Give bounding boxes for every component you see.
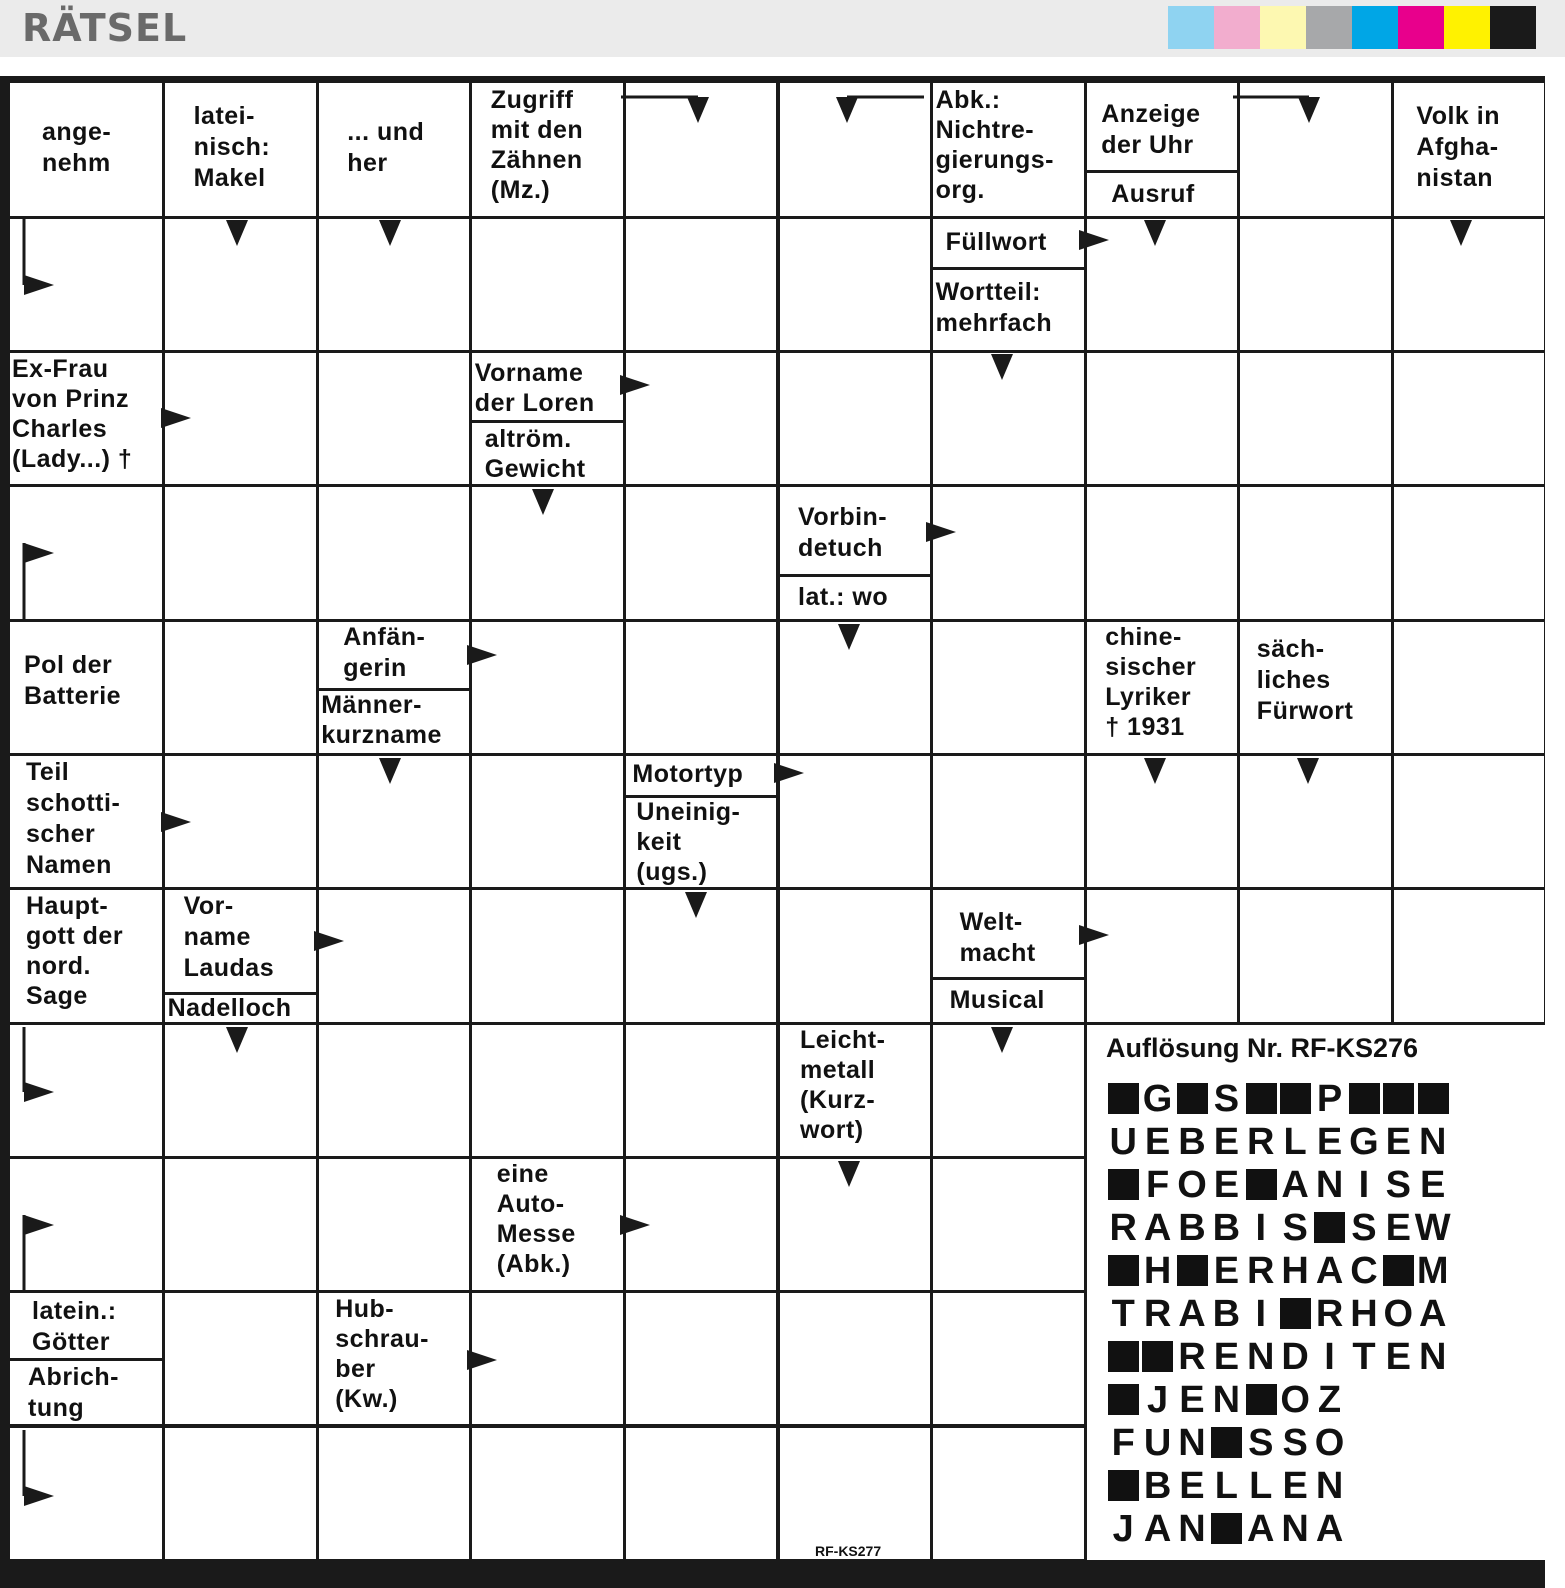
clue-abrichtung: Abrich- tung (28, 1362, 119, 1422)
solution-letter: N (1315, 1163, 1344, 1206)
solution-letter: U (1143, 1421, 1172, 1464)
solution-row (1106, 1122, 1450, 1162)
solution-letter: O (1280, 1378, 1310, 1421)
solution-block (1175, 1251, 1209, 1291)
corner-arrow-icon (24, 1215, 54, 1235)
clue-automesse: eine Auto- Messe (Abk.) (496, 1160, 576, 1279)
corner-arrow-icon (836, 97, 858, 123)
solution-letter: S (1282, 1421, 1308, 1464)
solution-letter: D (1281, 1335, 1309, 1378)
clue-motortyp: Motortyp (632, 759, 744, 788)
right-arrow-icon (161, 812, 191, 832)
clue-fuellwort: Füllwort (945, 228, 1047, 257)
down-arrow-icon (226, 220, 248, 246)
corner-arrow-icon (24, 1486, 54, 1506)
solution-block (1278, 1079, 1312, 1119)
solution-letter: N (1212, 1378, 1241, 1421)
corner-arrow-icon (24, 275, 54, 295)
right-arrow-icon (314, 931, 344, 951)
solution-block (1106, 1165, 1140, 1205)
solution-letter: L (1249, 1464, 1273, 1507)
solution-letter: N (1178, 1421, 1206, 1464)
right-arrow-icon (467, 645, 497, 665)
right-arrow-icon (1079, 230, 1109, 250)
solution-letter: A (1143, 1507, 1172, 1550)
corner-arrow-icon (687, 97, 709, 123)
clue-leichtmetall: Leicht- metall (Kurz- wort) (800, 1026, 886, 1145)
clue-weltmacht: Welt- macht (959, 907, 1036, 967)
corner-arrow-icon (24, 543, 54, 563)
solution-letter: L (1214, 1464, 1238, 1507)
clue-anfaengerin: Anfän- gerin (343, 623, 426, 683)
solution-block (1106, 1466, 1140, 1506)
solution-letter: G (1349, 1120, 1379, 1163)
solution-letter: S (1351, 1206, 1377, 1249)
solution-row (1106, 1509, 1347, 1549)
solution-block (1175, 1079, 1209, 1119)
clue-hubschrauber: Hub- schrau- ber (Kw.) (335, 1294, 429, 1413)
solution-letter: U (1109, 1120, 1137, 1163)
solution-letter: E (1179, 1464, 1205, 1507)
right-arrow-icon (926, 522, 956, 542)
solution-letter: S (1248, 1421, 1274, 1464)
solution-letter: E (1179, 1378, 1205, 1421)
solution-letter: F (1111, 1421, 1135, 1464)
solution-letter: A (1315, 1249, 1344, 1292)
solution-letter: T (1352, 1335, 1376, 1378)
solution-letter: E (1282, 1464, 1308, 1507)
solution-row (1106, 1079, 1450, 1119)
solution-letter: B (1212, 1292, 1241, 1335)
clue-gewicht: altröm. Gewicht (484, 424, 586, 483)
clue-musical: Musical (949, 985, 1045, 1014)
solution-letter: E (1385, 1206, 1411, 1249)
solution-letter: H (1281, 1249, 1309, 1292)
solution-letter: R (1247, 1249, 1275, 1292)
solution-letter: A (1315, 1507, 1344, 1550)
solution-letter: N (1247, 1335, 1275, 1378)
solution-letter: O (1314, 1421, 1345, 1464)
solution-letter: N (1178, 1507, 1206, 1550)
down-arrow-icon (1144, 758, 1166, 784)
solution-letter: A (1281, 1163, 1309, 1206)
clue-wortteil: Wortteil: mehrfach (935, 278, 1053, 338)
down-arrow-icon (379, 220, 401, 246)
solution-block (1416, 1079, 1450, 1119)
solution-letter: R (1247, 1120, 1275, 1163)
clue-anzeige: Anzeige der Uhr (1101, 100, 1201, 159)
solution-row (1106, 1165, 1450, 1205)
solution-letter: H (1143, 1249, 1172, 1292)
solution-letter: S (1282, 1206, 1308, 1249)
solution-letter: N (1281, 1507, 1309, 1550)
solution-block (1381, 1251, 1415, 1291)
clue-uneinigkeit: Uneinig- keit (ugs.) (636, 797, 741, 886)
solution-block (1106, 1380, 1140, 1420)
solution-block (1244, 1165, 1278, 1205)
solution-block (1209, 1509, 1243, 1549)
solution-block (1381, 1079, 1415, 1119)
clue-ausruf: Ausruf (1111, 180, 1195, 208)
solution-letter: O (1177, 1163, 1207, 1206)
clue-maennername: Männer- kurzname (321, 691, 442, 750)
solution-title: Auflösung Nr. RF-KS276 (1106, 1033, 1419, 1063)
clue-teil: Teil schotti- scher Namen (26, 757, 121, 879)
solution-letter: C (1350, 1249, 1378, 1292)
solution-letter: M (1416, 1249, 1449, 1292)
clue-hauptgott: Haupt- gott der nord. Sage (26, 891, 124, 1010)
solution-block (1106, 1079, 1140, 1119)
solution-row (1106, 1294, 1450, 1334)
clue-lyriker: chine- sischer Lyriker † 1931 (1105, 623, 1197, 742)
solution-letter: I (1255, 1206, 1267, 1249)
solution-letter: R (1315, 1292, 1344, 1335)
right-arrow-icon (161, 408, 191, 428)
solution-row (1106, 1380, 1347, 1420)
solution-letter: I (1324, 1335, 1335, 1378)
solution-row (1106, 1251, 1450, 1291)
solution-letter: E (1213, 1335, 1240, 1378)
solution-row (1106, 1208, 1450, 1248)
clue-volk: Volk in Afgha- nistan (1416, 102, 1500, 192)
clue-goetter: latein.: Götter (32, 1296, 117, 1356)
down-arrow-icon (991, 1027, 1013, 1053)
down-arrow-icon (532, 489, 554, 515)
solution-letter: S (1385, 1163, 1411, 1206)
down-arrow-icon (1144, 220, 1166, 246)
solution-block (1244, 1079, 1278, 1119)
solution-letter: T (1111, 1292, 1135, 1335)
down-arrow-icon (838, 624, 860, 650)
clue-angenehm: ange- nehm (42, 118, 112, 177)
clue-laudas: Vor- name Laudas (183, 891, 275, 982)
corner-arrow-icon (1298, 97, 1320, 123)
clue-pol: Pol der Batterie (24, 651, 122, 711)
clue-fuerwort: säch- liches Fürwort (1256, 635, 1354, 726)
down-arrow-icon (685, 892, 707, 918)
solution-letter: E (1213, 1249, 1240, 1292)
right-arrow-icon (774, 763, 804, 783)
solution-letter: R (1178, 1335, 1206, 1378)
page-title: RÄTSEL (22, 6, 188, 50)
solution-block (1347, 1079, 1381, 1119)
solution-letter: I (1358, 1163, 1370, 1206)
corner-arrow-icon (24, 1082, 54, 1102)
down-arrow-icon (1297, 758, 1319, 784)
solution-letter: A (1418, 1292, 1447, 1335)
clue-loren: Vorname der Loren (474, 358, 595, 417)
down-arrow-icon (226, 1027, 248, 1053)
solution-letter: E (1385, 1335, 1411, 1378)
solution-letter: A (1247, 1507, 1275, 1550)
solution-letter: J (1112, 1507, 1134, 1550)
down-arrow-icon (379, 758, 401, 784)
solution-block (1106, 1337, 1140, 1377)
solution-letter: A (1143, 1206, 1172, 1249)
solution-block (1312, 1208, 1346, 1248)
solution-letter: I (1255, 1292, 1267, 1335)
solution-letter: B (1143, 1464, 1172, 1507)
solution-letter: E (1385, 1120, 1411, 1163)
solution-block (1278, 1294, 1312, 1334)
clue-makel: latei- nisch: Makel (193, 102, 271, 192)
solution-letter: E (1316, 1120, 1343, 1163)
clue-und_her: ... und her (347, 118, 425, 177)
solution-letter: E (1213, 1163, 1240, 1206)
solution-letter: S (1213, 1077, 1240, 1120)
clue-exfrau: Ex-Frau von Prinz Charles (Lady...) † (12, 354, 133, 473)
solution-letter: R (1143, 1292, 1172, 1335)
clue-ngo: Abk.: Nichtre- gierungs- org. (935, 86, 1054, 204)
solution-row (1106, 1423, 1347, 1463)
down-arrow-icon (838, 1161, 860, 1187)
clue-vorbindetuch: Vorbin- detuch (798, 502, 888, 562)
solution-letter: J (1147, 1378, 1169, 1421)
solution-block (1140, 1337, 1174, 1377)
solution-block (1244, 1380, 1278, 1420)
solution-letter: W (1414, 1206, 1451, 1249)
solution-letter: E (1420, 1163, 1446, 1206)
solution-letter: B (1212, 1206, 1241, 1249)
solution-letter: Z (1317, 1378, 1342, 1421)
solution-letter: A (1178, 1292, 1206, 1335)
puzzle-code: RF-KS277 (815, 1543, 882, 1559)
solution-letter: G (1142, 1077, 1173, 1120)
right-arrow-icon (620, 1215, 650, 1235)
right-arrow-icon (620, 375, 650, 395)
solution-letter: O (1383, 1292, 1414, 1335)
right-arrow-icon (1079, 925, 1109, 945)
solution-letter: B (1178, 1206, 1206, 1249)
clue-zugriff: Zugriff mit den Zähnen (Mz.) (490, 86, 584, 204)
solution-letter: E (1144, 1120, 1171, 1163)
solution-letter: R (1109, 1206, 1137, 1249)
solution-letter: H (1350, 1292, 1378, 1335)
solution-letter: L (1283, 1120, 1307, 1163)
solution-letter: F (1145, 1163, 1170, 1206)
clue-wo: lat.: wo (798, 582, 889, 611)
solution-letter: N (1418, 1120, 1447, 1163)
solution-letter: N (1315, 1464, 1344, 1507)
solution-letter: N (1418, 1335, 1447, 1378)
solution-row (1106, 1466, 1347, 1506)
solution-row (1106, 1337, 1450, 1377)
solution-block (1106, 1251, 1140, 1291)
solution-block (1209, 1423, 1243, 1463)
solution-letter: P (1316, 1077, 1343, 1120)
solution-letter: E (1213, 1120, 1240, 1163)
down-arrow-icon (1450, 220, 1472, 246)
solution-letter: B (1178, 1120, 1206, 1163)
right-arrow-icon (467, 1350, 497, 1370)
clue-nadelloch: Nadelloch (167, 993, 292, 1022)
down-arrow-icon (991, 354, 1013, 380)
